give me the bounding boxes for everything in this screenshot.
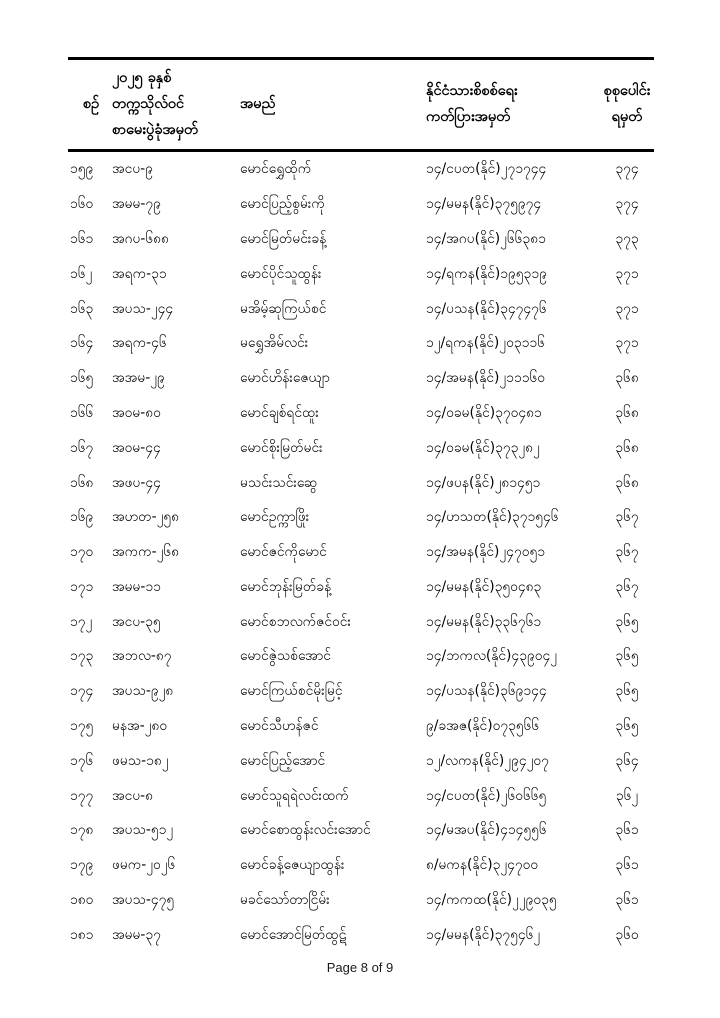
cell-score: ၃၆၅ bbox=[615, 718, 639, 735]
cell-exam-no: အမမ-၃၇ bbox=[112, 926, 161, 943]
cell-nrc: ၁၄/မမန(နိုင်)၃၇၅၄၆၂ bbox=[426, 926, 541, 943]
table-row bbox=[68, 744, 654, 779]
cell-nrc: ၁၄/ရကန(နိုင်)၁၉၅၃၁၉ bbox=[426, 265, 547, 282]
table-row bbox=[68, 674, 654, 709]
cell-exam-no: အဟတ-၂၅၈ bbox=[112, 509, 179, 526]
cell-serial: ၁၇၇ bbox=[70, 787, 94, 804]
cell-score: ၃၇၁ bbox=[615, 335, 639, 352]
cell-name: မောင်စိုးမြတ်မင်း bbox=[240, 439, 323, 456]
cell-name: မောင်ပြည့်အောင် bbox=[240, 752, 326, 769]
cell-name: မောင်ဇင်ကိုမောင် bbox=[240, 544, 327, 561]
table-row bbox=[68, 151, 654, 187]
cell-serial: ၁၅၉ bbox=[70, 161, 94, 178]
table-row bbox=[68, 187, 654, 222]
cell-serial: ၁၇၈ bbox=[70, 822, 94, 839]
cell-score: ၃၆၁ bbox=[615, 822, 639, 839]
cell-name: မောင်အောင်မြတ်ထွဋ် bbox=[240, 926, 347, 943]
cell-nrc: ၁၄/အဂပ(နိုင်)၂၆၆၃၈၁ bbox=[426, 230, 546, 247]
results-table bbox=[68, 57, 654, 953]
cell-name: မသင်းသင်းဆွေ bbox=[240, 474, 318, 491]
cell-serial: ၁၇၃ bbox=[70, 648, 94, 665]
cell-nrc: ၉/ခအဇ(နိုင်)၀၇၃၅၆၆ bbox=[426, 718, 540, 735]
header-score-line2: ရမှတ် bbox=[611, 109, 643, 126]
cell-serial: ၁၈၁ bbox=[70, 926, 94, 943]
table-row bbox=[68, 918, 654, 953]
header-serial: စဉ် bbox=[68, 59, 112, 151]
cell-serial: ၁၇၁ bbox=[70, 578, 94, 595]
header-row bbox=[68, 59, 654, 151]
cell-name: မောင်ဟိန်းဇေယျာ bbox=[240, 370, 330, 387]
table-row bbox=[68, 361, 654, 396]
cell-name: မောင်စောထွန်းလင်းအောင် bbox=[240, 822, 371, 839]
cell-exam-no: အဝမ-၄၄ bbox=[112, 439, 161, 456]
cell-name: မောင်ပိုင်သူထွန်း bbox=[240, 265, 322, 282]
cell-serial: ၁၇၆ bbox=[70, 752, 94, 769]
cell-name: မောင်ဥက္ကာဖြိုး bbox=[240, 509, 310, 526]
cell-nrc: ၁၄/ဟသတ(နိုင်)၃၇၁၅၄၆ bbox=[426, 509, 559, 526]
cell-nrc: ၁၂/ရကန(နိုင်)၂၀၃၁၁၆ bbox=[426, 335, 545, 352]
cell-exam-no: အဂပ-၆၈၈ bbox=[112, 230, 169, 247]
cell-name: မရွှေအိမ်လင်း bbox=[240, 335, 309, 352]
cell-exam-no: အဘလ-၈၇ bbox=[112, 648, 172, 665]
cell-score: ၃၆၈ bbox=[615, 370, 639, 387]
table-body bbox=[68, 151, 654, 953]
cell-nrc: ၈/မကန(နိုင်)၃၂၄၇၀၀ bbox=[426, 857, 539, 874]
cell-nrc: ၁၄/မမန(နိုင်)၃၅၀၄၈၃ bbox=[426, 578, 542, 595]
cell-nrc: ၁၄/မမန(နိုင်)၃၇၅၉၇၄ bbox=[426, 196, 542, 213]
table-row bbox=[68, 570, 654, 605]
table-row bbox=[68, 465, 654, 500]
header-exam-line2: တက္ကသိုလ်ဝင် bbox=[112, 96, 185, 113]
cell-score: ၃၇၄ bbox=[615, 161, 639, 178]
table-row bbox=[68, 222, 654, 257]
cell-score: ၃၆၁ bbox=[615, 892, 639, 909]
header-score bbox=[600, 59, 654, 151]
cell-exam-no: အမမ-၁၁ bbox=[112, 578, 161, 595]
cell-score: ၃၆၇ bbox=[615, 544, 639, 561]
header-exam-line1: ၂၀၂၅ ခုနှစ် bbox=[112, 70, 172, 86]
cell-score: ၃၆၅ bbox=[615, 648, 639, 665]
cell-nrc: ၁၄/အမန(နိုင်)၂၁၁၁၆၀ bbox=[426, 370, 545, 387]
cell-exam-no: အဝမ-၈၀ bbox=[112, 404, 161, 421]
cell-score: ၃၆၈ bbox=[615, 474, 639, 491]
header-nrc-line2: ကတ်ပြားအမှတ် bbox=[426, 109, 511, 126]
cell-serial: ၁၇၂ bbox=[70, 613, 93, 630]
cell-score: ၃၆၈ bbox=[615, 404, 639, 421]
cell-name: မောင်ရွှေထိုက် bbox=[240, 161, 312, 178]
table-row bbox=[68, 396, 654, 431]
cell-name: မအိမ့်ဆုကြယ်စင် bbox=[240, 300, 327, 317]
cell-score: ၃၇၁ bbox=[615, 265, 639, 282]
cell-nrc: ၁၄/အမန(နိုင်)၂၄၇၀၅၁ bbox=[426, 544, 545, 561]
cell-score: ၃၆၈ bbox=[615, 439, 639, 456]
cell-serial: ၁၇၉ bbox=[70, 857, 94, 874]
cell-nrc: ၁၄/ဖပန(နိုင်)၂၈၁၄၅၁ bbox=[426, 474, 541, 491]
cell-exam-no: အပသ-၄၇၅ bbox=[112, 892, 175, 909]
cell-exam-no: ဖမက-၂၀၂၆ bbox=[112, 857, 176, 874]
cell-score: ၃၇၃ bbox=[615, 230, 639, 247]
table-row bbox=[68, 779, 654, 814]
cell-name: မောင်ဘုန်းမြတ်ခန့် bbox=[240, 578, 332, 595]
table-row bbox=[68, 257, 654, 292]
table-row bbox=[68, 848, 654, 883]
cell-nrc: ၁၄/မမန(နိုင်)၃၃၆၇၆၁ bbox=[426, 613, 542, 630]
cell-name: မောင်ပြည့်စွမ်းကို bbox=[240, 196, 325, 213]
cell-score: ၃၆၀ bbox=[615, 926, 639, 943]
cell-exam-no: အကက-၂၆၈ bbox=[112, 544, 180, 561]
cell-exam-no: အငပ-၉ bbox=[112, 161, 153, 178]
header-name: အမည် bbox=[240, 59, 426, 151]
table-row bbox=[68, 639, 654, 674]
page-footer: Page 8 of 9 bbox=[326, 960, 394, 975]
cell-exam-no: အအမ-၂၉ bbox=[112, 370, 165, 387]
cell-exam-no: အပသ-၅၁၂ bbox=[112, 822, 174, 839]
cell-serial: ၁၆၉ bbox=[70, 509, 94, 526]
cell-name: မခင်သော်တာငြိမ်း bbox=[240, 892, 330, 909]
table-row bbox=[68, 431, 654, 466]
cell-exam-no: အငပ-၈ bbox=[112, 787, 154, 804]
cell-nrc: ၁၄/ပသန(နိုင်)၃၆၉၁၄၄ bbox=[426, 683, 547, 700]
cell-nrc: ၁၄/ဝခမ(နိုင်)၃၇၃၂၈၂ bbox=[426, 439, 540, 456]
table-row bbox=[68, 813, 654, 848]
cell-exam-no: မနအ-၂၈၀ bbox=[112, 718, 168, 735]
cell-name: မောင်ကြယ်စင်မိုးမြင့် bbox=[240, 683, 343, 700]
cell-serial: ၁၆၆ bbox=[70, 404, 94, 421]
cell-name: မောင်မြတ်မင်းခန့် bbox=[240, 230, 327, 247]
header-nrc-line1: နိုင်ငံသားစိစစ်ရေး bbox=[426, 83, 518, 100]
cell-name: မောင်ဇွဲသစ်အောင် bbox=[240, 648, 331, 665]
cell-name: မောင်သူရရဲလင်းထက် bbox=[240, 787, 349, 804]
cell-serial: ၁၆၀ bbox=[70, 196, 94, 213]
cell-score: ၃၆၅ bbox=[615, 613, 639, 630]
cell-serial: ၁၆၂ bbox=[70, 265, 93, 282]
cell-serial: ၁၆၁ bbox=[70, 230, 94, 247]
cell-score: ၃၇၁ bbox=[615, 300, 639, 317]
cell-serial: ၁၆၈ bbox=[70, 474, 94, 491]
cell-exam-no: အမမ-၇၉ bbox=[112, 196, 161, 213]
header-exam-line3: စာမေးပွဲခုံအမှတ် bbox=[112, 122, 199, 139]
cell-serial: ၁၆၄ bbox=[70, 335, 94, 352]
cell-nrc: ၁၄/ငပတ(နိုင်)၂၇၁၇၄၄ bbox=[426, 161, 547, 178]
cell-nrc: ၁၄/ဘကလ(နိုင်)၄၃၉၀၄၂ bbox=[426, 648, 558, 665]
table-row bbox=[68, 605, 654, 640]
table-row bbox=[68, 500, 654, 535]
table-row bbox=[68, 291, 654, 326]
cell-score: ၃၆၄ bbox=[615, 752, 639, 769]
table-row bbox=[68, 709, 654, 744]
header-nrc bbox=[426, 59, 600, 151]
table-header bbox=[68, 59, 654, 151]
cell-exam-no: အရက-၄၆ bbox=[112, 335, 167, 352]
cell-exam-no: ဖမသ-၁၈၂ bbox=[112, 752, 169, 769]
cell-nrc: ၁၄/မအပ(နိုင်)၄၁၄၅၅၆ bbox=[426, 822, 547, 839]
cell-exam-no: အရက-၃၁ bbox=[112, 265, 167, 282]
cell-nrc: ၁၄/ကကထ(နိုင်)၂၂၉၀၃၅ bbox=[426, 892, 557, 909]
cell-serial: ၁၇၄ bbox=[70, 683, 94, 700]
cell-name: မောင်ချစ်ရင်ထူး bbox=[240, 404, 319, 421]
table-row bbox=[68, 326, 654, 361]
cell-score: ၃၆၅ bbox=[615, 683, 639, 700]
cell-serial: ၁၇၀ bbox=[70, 544, 94, 561]
cell-nrc: ၁၄/ငပတ(နိုင်)၂၆၀၆၆၅ bbox=[426, 787, 547, 804]
cell-score: ၃၇၄ bbox=[615, 196, 639, 213]
cell-nrc: ၁၄/ဝခမ(နိုင်)၃၇၀၄၈၁ bbox=[426, 404, 542, 421]
cell-serial: ၁၈၀ bbox=[70, 892, 94, 909]
cell-nrc: ၁၂/လကန(နိုင်)၂၉၄၂၀၇ bbox=[426, 752, 549, 769]
cell-serial: ၁၇၅ bbox=[70, 718, 94, 735]
header-exam-no bbox=[112, 59, 240, 151]
cell-name: မောင်စဘလက်ဇင်ဝင်း bbox=[240, 613, 351, 630]
cell-exam-no: အငပ-၃၅ bbox=[112, 613, 161, 630]
header-score-line1: စုစုပေါင်း bbox=[603, 83, 651, 100]
cell-serial: ၁၆၇ bbox=[70, 439, 94, 456]
table-row bbox=[68, 883, 654, 918]
cell-score: ၃၆၂ bbox=[615, 787, 639, 804]
cell-serial: ၁၆၅ bbox=[70, 370, 94, 387]
table-row bbox=[68, 535, 654, 570]
cell-score: ၃၆၁ bbox=[615, 857, 639, 874]
cell-name: မောင်ခန့်ဇေယျာထွန်း bbox=[240, 857, 345, 874]
cell-serial: ၁၆၃ bbox=[70, 300, 94, 317]
cell-exam-no: အပသ-၉၂၈ bbox=[112, 683, 174, 700]
cell-exam-no: အပသ-၂၄၄ bbox=[112, 300, 174, 317]
cell-name: မောင်သီဟန်ဇင် bbox=[240, 718, 319, 735]
cell-score: ၃၆၇ bbox=[615, 509, 639, 526]
cell-score: ၃၆၇ bbox=[615, 578, 639, 595]
cell-exam-no: အဖပ-၄၄ bbox=[112, 474, 161, 491]
cell-nrc: ၁၄/ပသန(နိုင်)၃၄၇၄၇၆ bbox=[426, 300, 547, 317]
